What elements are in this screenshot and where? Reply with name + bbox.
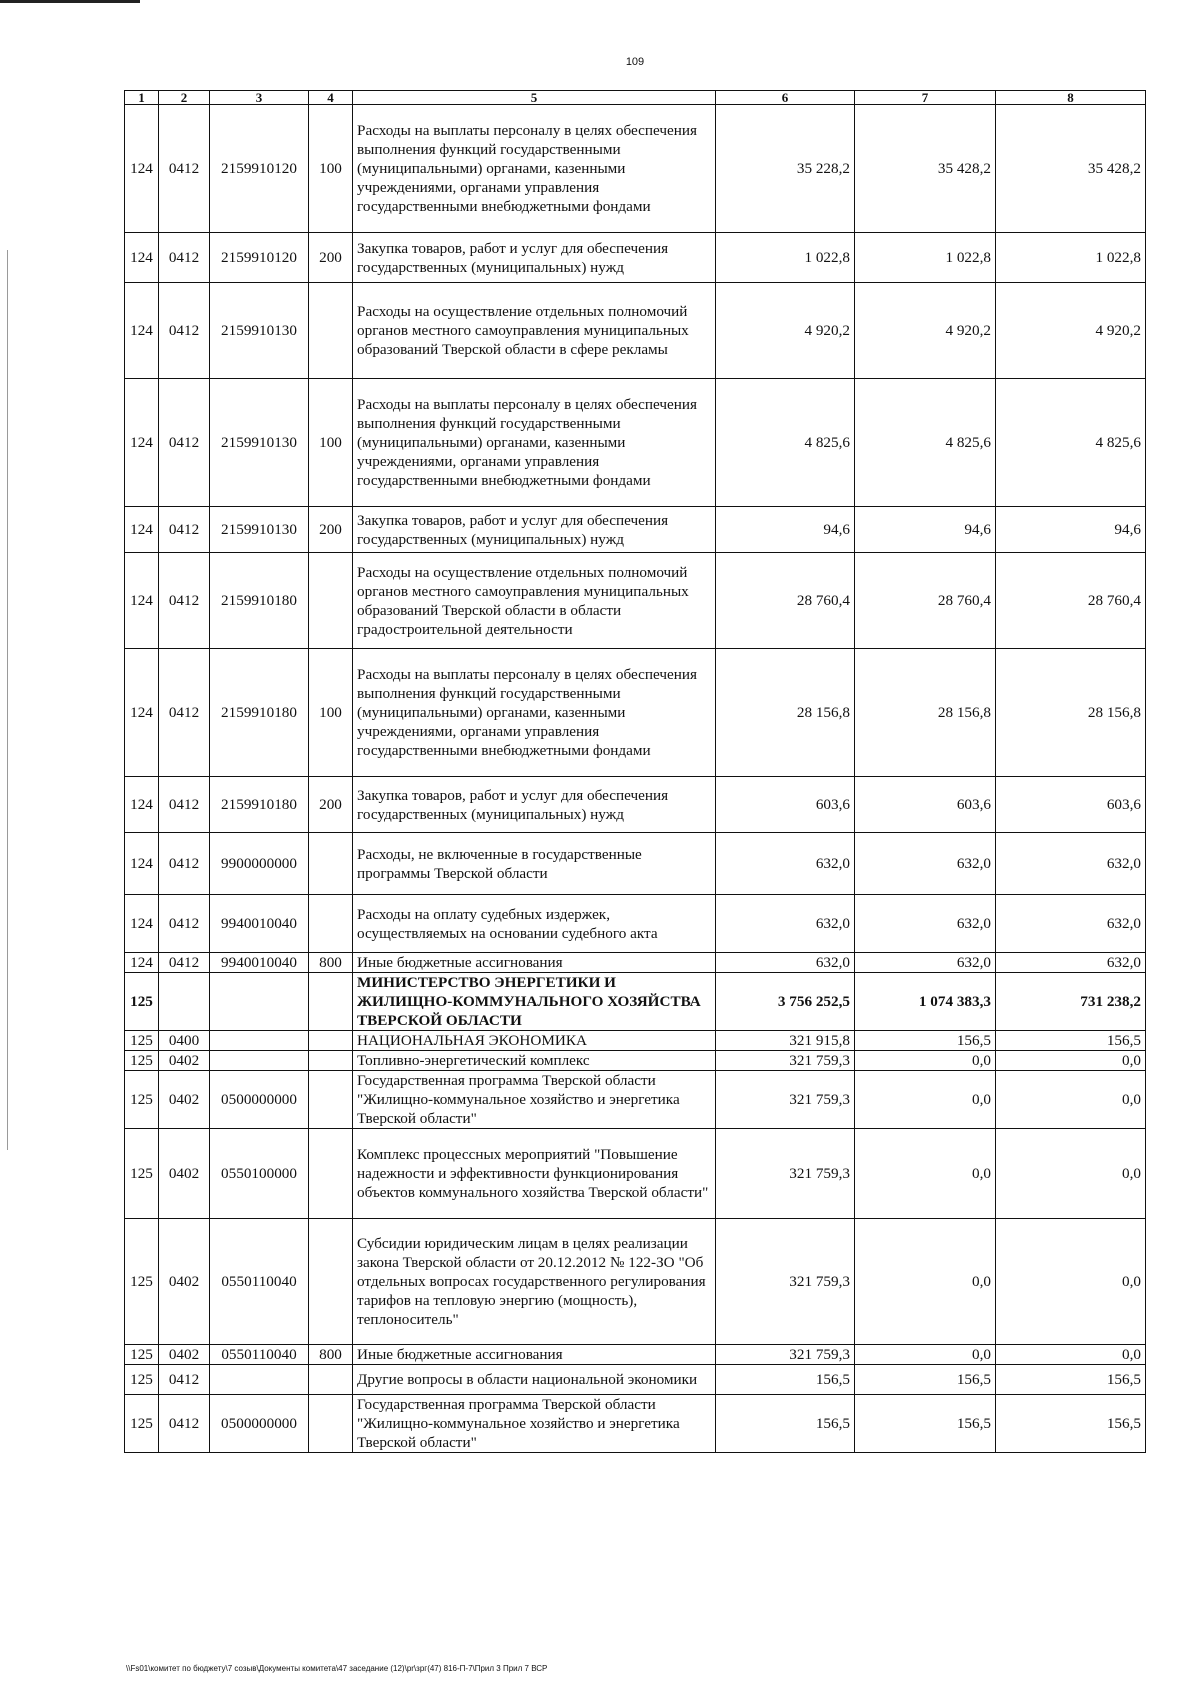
admin-code-cell: 125: [125, 1071, 159, 1129]
amount-year-1-cell: 94,6: [716, 507, 855, 553]
amount-year-3-cell: 28 760,4: [996, 553, 1146, 649]
expense-type-cell: [309, 1219, 353, 1345]
admin-code-cell: 124: [125, 953, 159, 973]
target-article-cell: [210, 1365, 309, 1395]
amount-year-1-cell: 156,5: [716, 1395, 855, 1453]
amount-year-2-cell: 603,6: [855, 777, 996, 833]
amount-year-3-cell: 28 156,8: [996, 649, 1146, 777]
item-name-cell: Закупка товаров, работ и услуг для обеспечения государственных (муниципальных) нужд: [353, 233, 716, 283]
section-code-cell: 0412: [159, 233, 210, 283]
column-number: 6: [716, 91, 855, 105]
table-row: [125, 973, 1146, 1031]
section-code-cell: 0412: [159, 833, 210, 895]
table-row: [125, 105, 1146, 233]
admin-code-cell: 124: [125, 649, 159, 777]
section-code-cell: 0412: [159, 553, 210, 649]
amount-year-3-cell: 731 238,2: [996, 973, 1146, 1031]
section-code-cell: 0412: [159, 507, 210, 553]
amount-year-2-cell: 0,0: [855, 1051, 996, 1071]
target-article-cell: 0550110040: [210, 1345, 309, 1365]
section-code-cell: 0412: [159, 283, 210, 379]
target-article-cell: 2159910120: [210, 105, 309, 233]
table-row: [125, 507, 1146, 553]
table-row: [125, 895, 1146, 953]
target-article-cell: 2159910130: [210, 283, 309, 379]
table-row: [125, 1365, 1146, 1395]
amount-year-1-cell: 632,0: [716, 895, 855, 953]
admin-code-cell: 124: [125, 233, 159, 283]
admin-code-cell: 125: [125, 1365, 159, 1395]
amount-year-2-cell: 94,6: [855, 507, 996, 553]
expense-type-cell: 800: [309, 953, 353, 973]
amount-year-3-cell: 35 428,2: [996, 105, 1146, 233]
amount-year-2-cell: 28 156,8: [855, 649, 996, 777]
page-number: 109: [625, 56, 645, 68]
amount-year-1-cell: 321 759,3: [716, 1051, 855, 1071]
table-row: [125, 283, 1146, 379]
admin-code-cell: 125: [125, 1051, 159, 1071]
section-code-cell: 0402: [159, 1219, 210, 1345]
expense-type-cell: 100: [309, 105, 353, 233]
target-article-cell: [210, 1031, 309, 1051]
table-row: [125, 833, 1146, 895]
admin-code-cell: 124: [125, 283, 159, 379]
amount-year-1-cell: 28 760,4: [716, 553, 855, 649]
amount-year-3-cell: 0,0: [996, 1071, 1146, 1129]
item-name-cell: Другие вопросы в области национальной экономики: [353, 1365, 716, 1395]
expense-type-cell: 200: [309, 233, 353, 283]
amount-year-1-cell: 28 156,8: [716, 649, 855, 777]
item-name-cell: НАЦИОНАЛЬНАЯ ЭКОНОМИКА: [353, 1031, 716, 1051]
item-name-cell: Иные бюджетные ассигнования: [353, 953, 716, 973]
amount-year-1-cell: 4 825,6: [716, 379, 855, 507]
amount-year-2-cell: 156,5: [855, 1395, 996, 1453]
expense-type-cell: [309, 283, 353, 379]
table-row: [125, 649, 1146, 777]
amount-year-2-cell: 0,0: [855, 1129, 996, 1219]
expense-type-cell: [309, 1071, 353, 1129]
amount-year-2-cell: 0,0: [855, 1345, 996, 1365]
column-number: 7: [855, 91, 996, 105]
section-code-cell: 0412: [159, 105, 210, 233]
amount-year-3-cell: 632,0: [996, 833, 1146, 895]
column-number: 3: [210, 91, 309, 105]
section-code-cell: 0402: [159, 1345, 210, 1365]
amount-year-3-cell: 0,0: [996, 1051, 1146, 1071]
expense-type-cell: [309, 553, 353, 649]
item-name-cell: Расходы, не включенные в государственные программы Тверской области: [353, 833, 716, 895]
column-number: 5: [353, 91, 716, 105]
column-number: 8: [996, 91, 1146, 105]
expense-type-cell: [309, 895, 353, 953]
column-number: 1: [125, 91, 159, 105]
amount-year-3-cell: 1 022,8: [996, 233, 1146, 283]
expense-type-cell: [309, 1129, 353, 1219]
target-article-cell: 2159910180: [210, 553, 309, 649]
expense-type-cell: [309, 1031, 353, 1051]
amount-year-1-cell: 1 022,8: [716, 233, 855, 283]
amount-year-3-cell: 4 825,6: [996, 379, 1146, 507]
amount-year-2-cell: 4 825,6: [855, 379, 996, 507]
column-number: 2: [159, 91, 210, 105]
amount-year-2-cell: 632,0: [855, 895, 996, 953]
section-code-cell: [159, 973, 210, 1031]
table-row: [125, 1395, 1146, 1453]
admin-code-cell: 124: [125, 777, 159, 833]
amount-year-2-cell: 156,5: [855, 1031, 996, 1051]
item-name-cell: Топливно-энергетический комплекс: [353, 1051, 716, 1071]
expense-type-cell: [309, 833, 353, 895]
target-article-cell: 2159910180: [210, 777, 309, 833]
admin-code-cell: 125: [125, 1031, 159, 1051]
column-number-row: [125, 91, 1146, 105]
item-name-cell: Расходы на выплаты персоналу в целях обеспечения выполнения функций государственными (муниципальными) органами, казенными учреждениями, органами управления государственными внебюджетными фондами: [353, 105, 716, 233]
amount-year-2-cell: 35 428,2: [855, 105, 996, 233]
amount-year-1-cell: 603,6: [716, 777, 855, 833]
amount-year-3-cell: 156,5: [996, 1365, 1146, 1395]
amount-year-1-cell: 321 759,3: [716, 1071, 855, 1129]
target-article-cell: 9900000000: [210, 833, 309, 895]
table-row: [125, 777, 1146, 833]
expense-type-cell: [309, 1365, 353, 1395]
amount-year-1-cell: 156,5: [716, 1365, 855, 1395]
amount-year-1-cell: 632,0: [716, 833, 855, 895]
amount-year-3-cell: 0,0: [996, 1345, 1146, 1365]
expense-type-cell: 100: [309, 649, 353, 777]
amount-year-2-cell: 28 760,4: [855, 553, 996, 649]
amount-year-2-cell: 0,0: [855, 1071, 996, 1129]
item-name-cell: Государственная программа Тверской области "Жилищно-коммунальное хозяйство и энергетика Тверской области": [353, 1071, 716, 1129]
amount-year-3-cell: 632,0: [996, 895, 1146, 953]
amount-year-2-cell: 1 074 383,3: [855, 973, 996, 1031]
section-code-cell: 0402: [159, 1051, 210, 1071]
admin-code-cell: 125: [125, 1395, 159, 1453]
item-name-cell: Субсидии юридическим лицам в целях реализации закона Тверской области от 20.12.2012 № 122-ЗО "Об отдельных вопросах государственного регулирования тарифов на тепловую энергию (мощность), теплоноситель": [353, 1219, 716, 1345]
amount-year-1-cell: 321 759,3: [716, 1219, 855, 1345]
expense-type-cell: [309, 973, 353, 1031]
target-article-cell: 2159910180: [210, 649, 309, 777]
amount-year-1-cell: 321 915,8: [716, 1031, 855, 1051]
target-article-cell: 0550100000: [210, 1129, 309, 1219]
target-article-cell: 0550110040: [210, 1219, 309, 1345]
section-code-cell: 0412: [159, 1395, 210, 1453]
amount-year-1-cell: 4 920,2: [716, 283, 855, 379]
table-row: [125, 1031, 1146, 1051]
target-article-cell: [210, 973, 309, 1031]
amount-year-1-cell: 632,0: [716, 953, 855, 973]
section-code-cell: 0412: [159, 379, 210, 507]
table-row: [125, 1051, 1146, 1071]
item-name-cell: Иные бюджетные ассигнования: [353, 1345, 716, 1365]
section-code-cell: 0412: [159, 953, 210, 973]
target-article-cell: 0500000000: [210, 1395, 309, 1453]
amount-year-3-cell: 0,0: [996, 1129, 1146, 1219]
amount-year-3-cell: 156,5: [996, 1395, 1146, 1453]
target-article-cell: 2159910130: [210, 379, 309, 507]
expense-type-cell: [309, 1395, 353, 1453]
amount-year-3-cell: 632,0: [996, 953, 1146, 973]
admin-code-cell: 125: [125, 1129, 159, 1219]
amount-year-2-cell: 1 022,8: [855, 233, 996, 283]
table-row: [125, 379, 1146, 507]
item-name-cell: Расходы на выплаты персоналу в целях обеспечения выполнения функций государственными (муниципальными) органами, казенными учреждениями, органами управления государственными внебюджетными фондами: [353, 379, 716, 507]
item-name-cell: Комплекс процессных мероприятий "Повышение надежности и эффективности функционирования объектов коммунального хозяйства Тверской области": [353, 1129, 716, 1219]
admin-code-cell: 124: [125, 105, 159, 233]
table-row: [125, 233, 1146, 283]
target-article-cell: [210, 1051, 309, 1071]
section-code-cell: 0412: [159, 895, 210, 953]
amount-year-2-cell: 0,0: [855, 1219, 996, 1345]
table-row: [125, 553, 1146, 649]
item-name-cell: Расходы на осуществление отдельных полномочий органов местного самоуправления муниципальных образований Тверской области в области градостроительной деятельности: [353, 553, 716, 649]
table-row: [125, 1345, 1146, 1365]
admin-code-cell: 124: [125, 833, 159, 895]
expense-type-cell: 800: [309, 1345, 353, 1365]
admin-code-cell: 125: [125, 973, 159, 1031]
scan-edge-line: [7, 250, 8, 1150]
admin-code-cell: 125: [125, 1219, 159, 1345]
amount-year-2-cell: 632,0: [855, 953, 996, 973]
admin-code-cell: 124: [125, 379, 159, 507]
expense-type-cell: [309, 1051, 353, 1071]
file-path-footer: \\Fs01\комитет по бюджету\7 созыв\Документы комитета\47 заседание (12)\pr\зрг(47) 816-П-7\Прил 3 Прил 7 ВСР: [126, 1664, 548, 1673]
table-row: [125, 1219, 1146, 1345]
item-name-cell: Расходы на оплату судебных издержек, осуществляемых на основании судебного акта: [353, 895, 716, 953]
expense-type-cell: 200: [309, 777, 353, 833]
amount-year-1-cell: 321 759,3: [716, 1345, 855, 1365]
section-code-cell: 0402: [159, 1071, 210, 1129]
section-code-cell: 0412: [159, 649, 210, 777]
item-name-cell: Государственная программа Тверской области "Жилищно-коммунальное хозяйство и энергетика Тверской области": [353, 1395, 716, 1453]
amount-year-3-cell: 603,6: [996, 777, 1146, 833]
table-row: [125, 1129, 1146, 1219]
amount-year-2-cell: 4 920,2: [855, 283, 996, 379]
amount-year-2-cell: 156,5: [855, 1365, 996, 1395]
amount-year-1-cell: 3 756 252,5: [716, 973, 855, 1031]
amount-year-3-cell: 156,5: [996, 1031, 1146, 1051]
target-article-cell: 9940010040: [210, 895, 309, 953]
section-code-cell: 0412: [159, 1365, 210, 1395]
section-code-cell: 0412: [159, 777, 210, 833]
table-row: [125, 953, 1146, 973]
column-number: 4: [309, 91, 353, 105]
amount-year-3-cell: 4 920,2: [996, 283, 1146, 379]
admin-code-cell: 124: [125, 507, 159, 553]
target-article-cell: 2159910120: [210, 233, 309, 283]
amount-year-1-cell: 321 759,3: [716, 1129, 855, 1219]
item-name-cell: Расходы на осуществление отдельных полномочий органов местного самоуправления муниципальных образований Тверской области в сфере рекламы: [353, 283, 716, 379]
table-row: [125, 1071, 1146, 1129]
target-article-cell: 2159910130: [210, 507, 309, 553]
amount-year-3-cell: 0,0: [996, 1219, 1146, 1345]
admin-code-cell: 124: [125, 895, 159, 953]
admin-code-cell: 125: [125, 1345, 159, 1365]
amount-year-2-cell: 632,0: [855, 833, 996, 895]
section-code-cell: 0400: [159, 1031, 210, 1051]
item-name-cell: Закупка товаров, работ и услуг для обеспечения государственных (муниципальных) нужд: [353, 507, 716, 553]
admin-code-cell: 124: [125, 553, 159, 649]
section-code-cell: 0402: [159, 1129, 210, 1219]
target-article-cell: 9940010040: [210, 953, 309, 973]
item-name-cell: Закупка товаров, работ и услуг для обеспечения государственных (муниципальных) нужд: [353, 777, 716, 833]
item-name-cell: Расходы на выплаты персоналу в целях обеспечения выполнения функций государственными (муниципальными) органами, казенными учреждениями, органами управления государственными внебюджетными фондами: [353, 649, 716, 777]
amount-year-3-cell: 94,6: [996, 507, 1146, 553]
scan-edge-mark: [0, 0, 140, 3]
target-article-cell: 0500000000: [210, 1071, 309, 1129]
expense-type-cell: 200: [309, 507, 353, 553]
amount-year-1-cell: 35 228,2: [716, 105, 855, 233]
expense-type-cell: 100: [309, 379, 353, 507]
budget-table: [124, 90, 1146, 1453]
item-name-cell: МИНИСТЕРСТВО ЭНЕРГЕТИКИ И ЖИЛИЩНО-КОММУНАЛЬНОГО ХОЗЯЙСТВА ТВЕРСКОЙ ОБЛАСТИ: [353, 973, 716, 1031]
